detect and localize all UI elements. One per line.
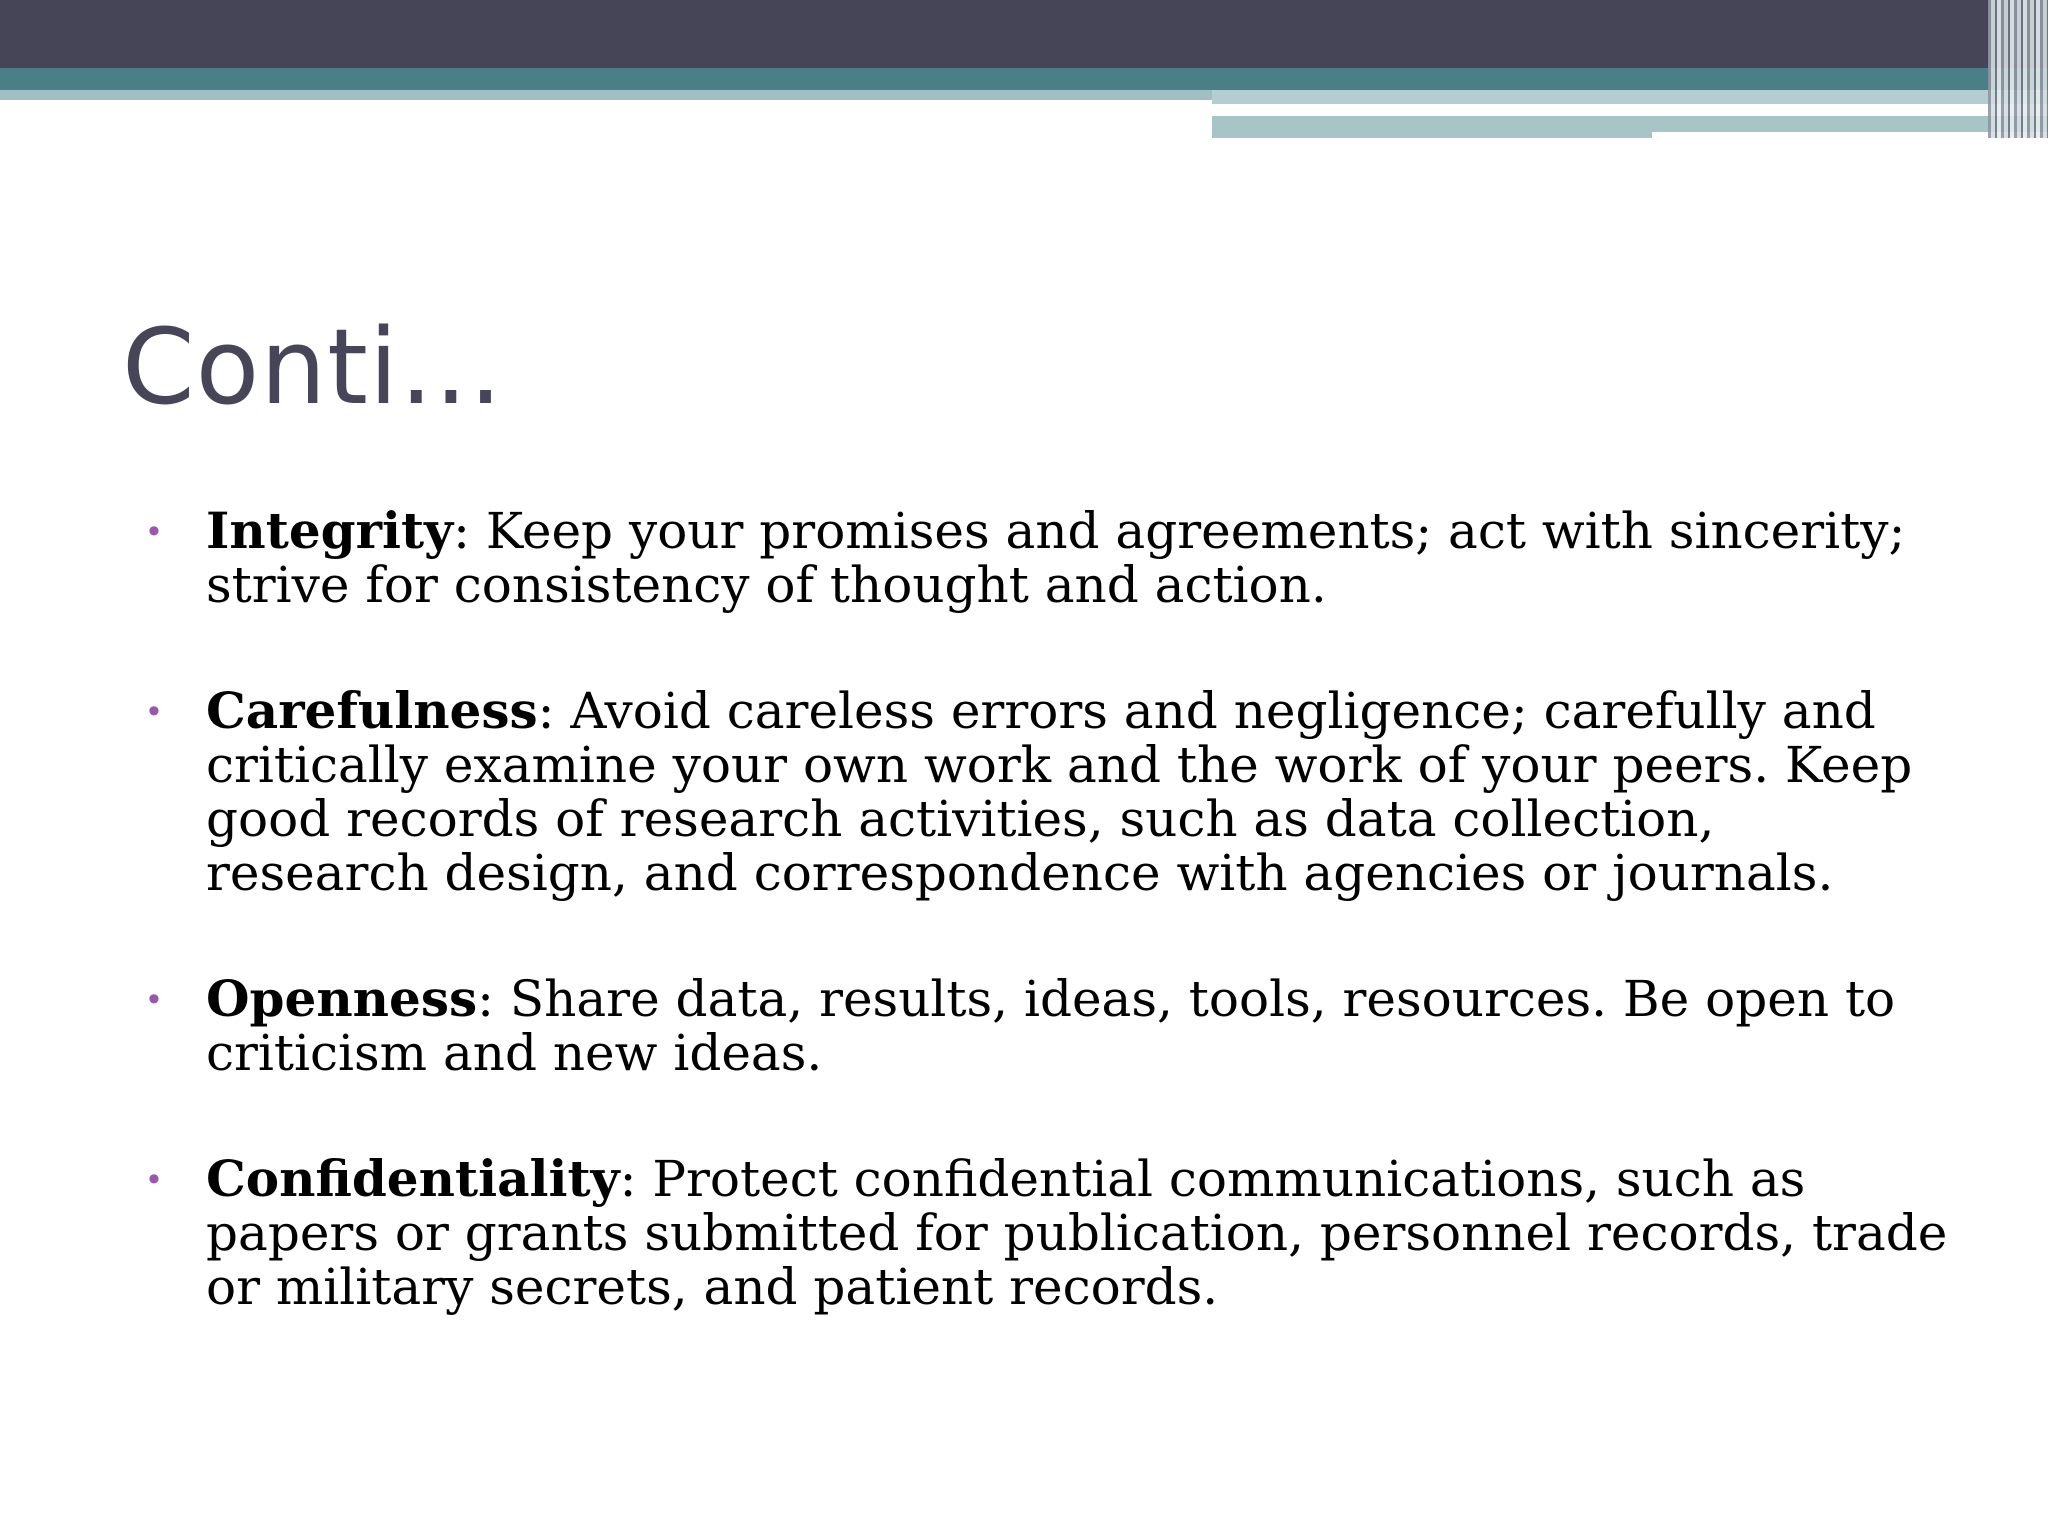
bullet-text: Avoid careless errors and negligence; carefully and critically examine your own work and the work of your peers. Keep good records of research activities, such as data collection, research design, and correspondence with agencies or journals. [206,682,1913,902]
bullet-dot: • [148,1160,160,1198]
bullet-dot: • [148,512,160,550]
bullet-dot: • [148,980,160,1018]
header-light-band-right [1212,90,2048,104]
header-teal-band [0,68,2048,90]
bullet-text: Share data, results, ideas, tools, resources. Be open to criticism and new ideas. [206,970,1896,1082]
bullet-item-openness [148,969,1948,1082]
bullet-text: Protect confidential communications, such as papers or grants submitted for publication, personnel records, trade or military secrets, and patient records. [206,1150,1948,1316]
bullet-item-confidentiality [148,1149,1948,1316]
bullet-separator: : [619,1150,637,1208]
bullet-item-integrity [148,501,1948,614]
header-light-band-left [0,90,1212,100]
header-dark-band [0,0,2048,68]
bullet-separator: : [453,502,470,560]
bullet-term: Integrity [206,501,454,560]
bullet-separator: : [477,970,495,1028]
bullet-term: Openness [206,969,478,1028]
bullet-term: Confidentiality [206,1149,620,1208]
bullet-list [148,501,1948,1386]
header-stripes [1988,0,2048,138]
bullet-item-carefulness [148,681,1948,902]
bullet-text: Keep your promises and agreements; act with sincerity; strive for consistency of thought and action. [206,502,1906,614]
bullet-separator: : [537,682,555,740]
bullet-dot: • [148,692,160,730]
bullet-term: Carefulness [206,681,538,740]
slide-title: Conti… [122,306,504,428]
